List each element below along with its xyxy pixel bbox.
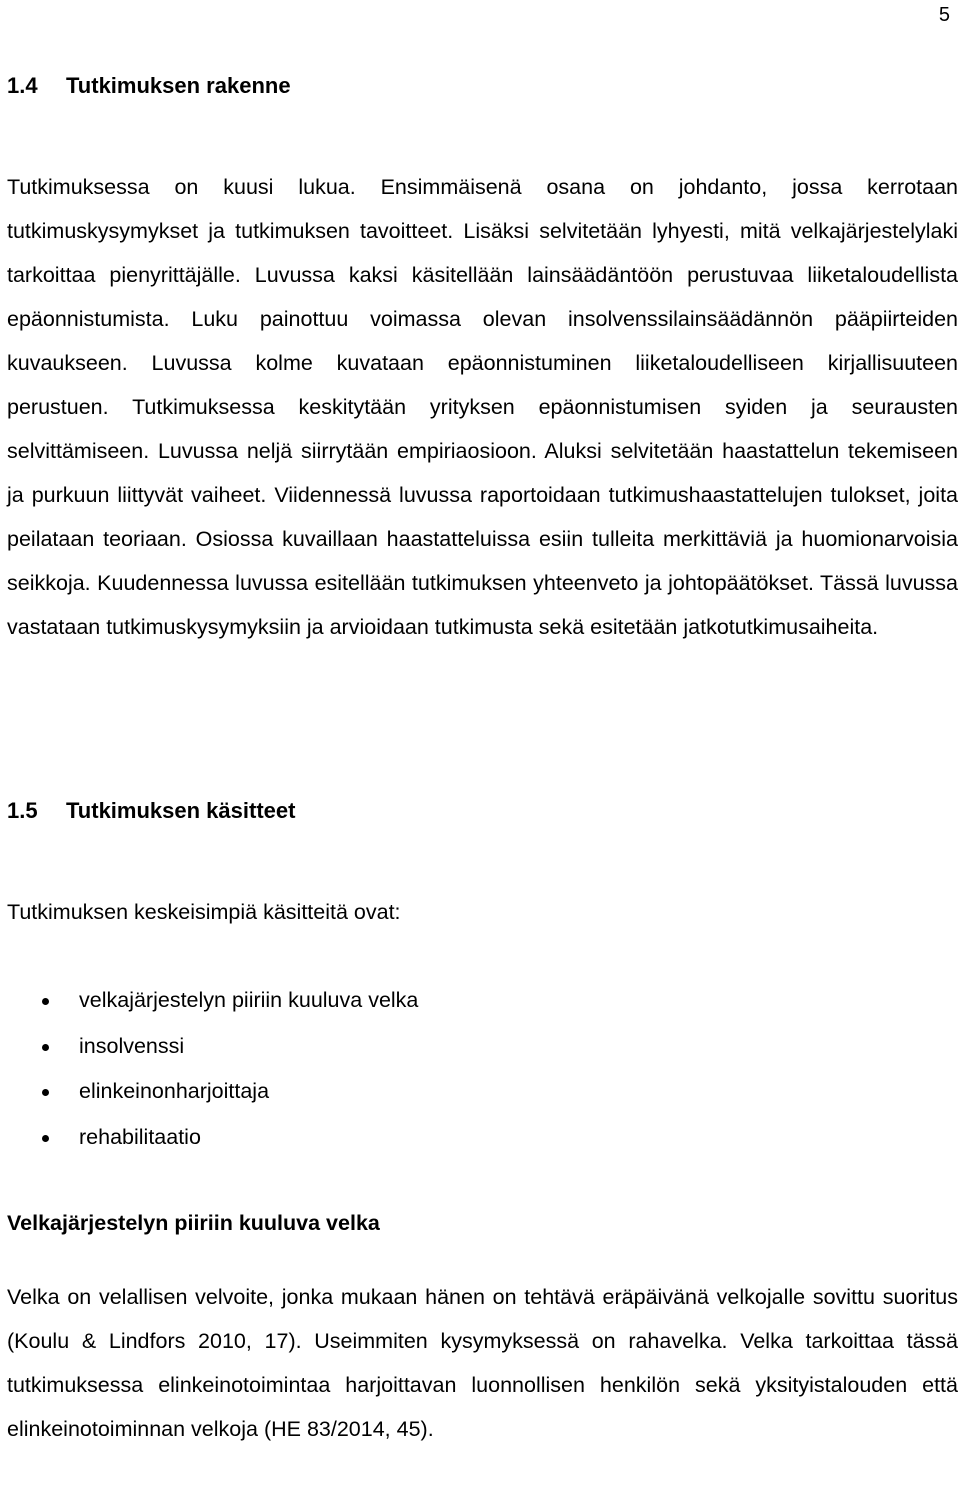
list-item-text: rehabilitaatio [79, 1125, 201, 1150]
list-item [0, 1024, 418, 1070]
page-number: 5 [938, 4, 950, 26]
concepts-list [0, 978, 418, 1161]
list-item-text: elinkeinonharjoittaja [79, 1079, 270, 1104]
bullet-icon [42, 1135, 49, 1142]
bullet-icon [42, 1044, 49, 1051]
list-item [0, 978, 418, 1024]
list-item-text: insolvenssi [79, 1033, 185, 1058]
bullet-icon [42, 1089, 49, 1096]
section-heading-structure [7, 72, 291, 100]
section-number: 1.5 [7, 798, 38, 823]
section-heading-concepts [7, 797, 295, 825]
list-item [0, 1069, 418, 1115]
list-item-text: velkajärjestelyn piiriin kuuluva velka [79, 988, 419, 1012]
section-title: Tutkimuksen rakenne [66, 73, 291, 98]
concepts-intro: Tutkimuksen keskeisimpiä käsitteitä ovat: [7, 900, 401, 924]
bullet-icon [42, 998, 49, 1005]
subsection-heading: Velkajärjestelyn piiriin kuuluva velka [7, 1211, 380, 1235]
list-item [0, 1115, 418, 1161]
structure-paragraph: Tutkimuksessa on kuusi lukua. Ensimmäisenä osana on johdanto, jossa kerrotaan tutkimuskysymykset ja tutkimuksen tavoitteet. Lisäksi selvitetään lyhyesti, mitä velkajärjestelylaki tarkoittaa pienyrittäjälle. Luvussa kaksi käsitellään lainsäädäntöön perustuvaa liiketaloudellista epäonnistumista. Luku painottuu voimassa olevan insolvenssilainsäädännön pääpiirteiden kuvaukseen. Luvussa kolme kuvataan epäonnistuminen liiketaloudelliseen kirjallisuuteen perustuen. Tutkimuksessa keskitytään yrityksen epäonnistumisen syiden ja seurausten selvittämiseen. Luvussa neljä siirrytään empiriaosioon. Aluksi selvitetään haastattelun tekemiseen ja purkuun liittyvät vaiheet. Viidennessä luvussa raportoidaan tutkimushaastattelujen tulokset, joita peilataan teoriaan. Osiossa kuvaillaan haastatteluissa esiin tulleita merkittäviä ja huomionarvoisia seikkoja. Kuudennessa luvussa esitellään tutkimuksen yhteenveto ja johtopäätökset. Tässä luvussa vastataan tutkimuskysymyksiin ja arvioidaan tutkimusta sekä esitetään jatkotutkimusaiheita. [7, 175, 958, 639]
section-title: Tutkimuksen käsitteet [66, 798, 296, 823]
section-number: 1.4 [7, 73, 38, 98]
subsection-paragraph: Velka on velallisen velvoite, jonka mukaan hänen on tehtävä eräpäivänä velkojalle sovittu suoritus (Koulu & Lindfors 2010, 17). Useimmiten kysymyksessä on rahavelka. Velka tarkoittaa tässä tutkimuksessa elinkeinotoimintaa harjoittavan luonnollisen henkilön sekä yksityistalouden että elinkeinotoiminnan velkoja (HE 83/2014, 45). [7, 1285, 958, 1441]
